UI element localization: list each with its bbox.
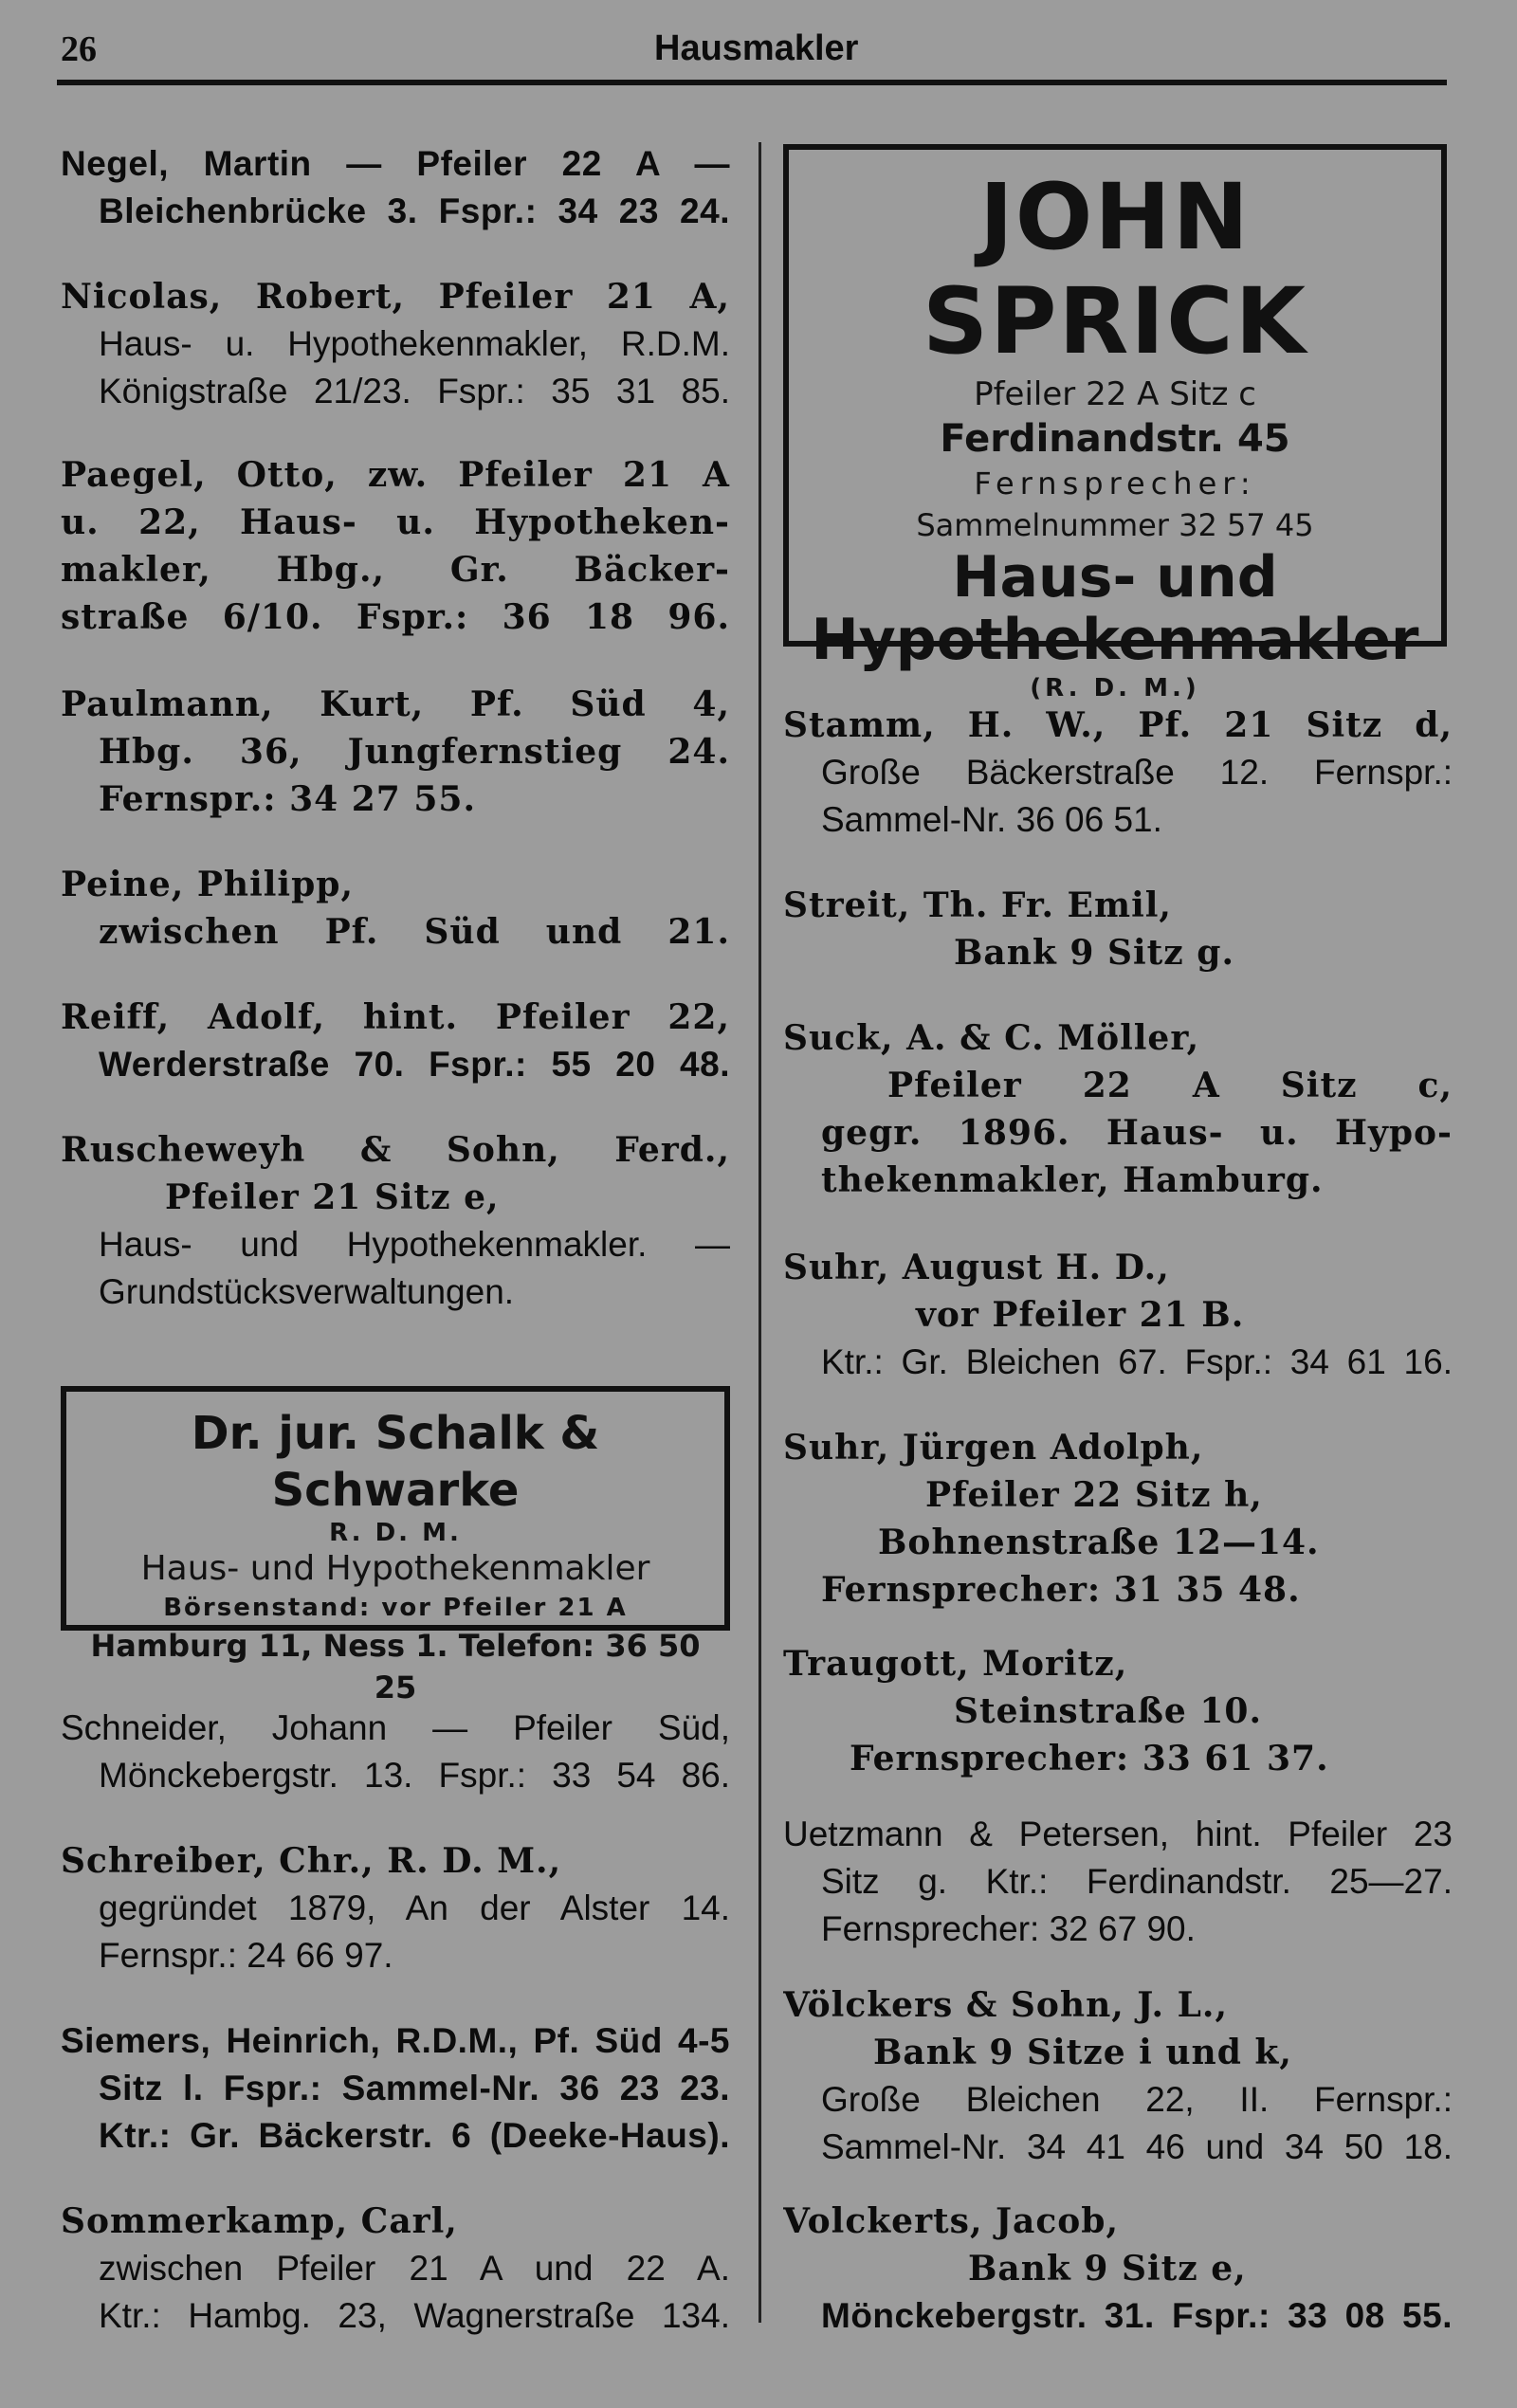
entry-voelckers (783, 1981, 1453, 2171)
entry-line: Sommerkamp, Carl, (61, 2201, 458, 2241)
ad-business-line1: Haus- und (952, 544, 1278, 611)
ad-association: R. D. M. (329, 1519, 462, 1547)
entry-line: Große Bleichen 22, II. Fernspr.: (821, 2080, 1453, 2119)
ad-business-line2: Hypothekenmakler (811, 607, 1419, 673)
entry-line: Sammel-Nr. 34 41 46 und 34 50 18. (821, 2127, 1453, 2166)
ad-company-name: Dr. jur. Schalk & Schwarke (191, 1407, 600, 1517)
entry-line: Hbg. 36, Jungfernstieg 24. (99, 732, 730, 772)
entry-ruscheweyh (61, 1126, 730, 1316)
entry-negel (61, 140, 730, 235)
entry-line: Fernsprecher: 33 61 37. (850, 1739, 1329, 1779)
entry-line: Bleichenbrücke 3. Fspr.: 34 23 24. (99, 192, 730, 230)
entry-line: Mönckebergstr. 31. Fspr.: 33 08 55. (821, 2296, 1453, 2335)
entry-line: Ktr.: Gr. Bäckerstr. 6 (Deeke-Haus). (99, 2116, 730, 2155)
entry-suhr-juergen (783, 1424, 1453, 1614)
entry-suhr-august (783, 1244, 1453, 1386)
entry-uetzmann (783, 1811, 1453, 1953)
entry-line: u. 22, Haus- u. Hypotheken- (61, 502, 730, 542)
entry-line: Völckers & Sohn, J. L., (783, 1985, 1228, 2025)
entry-line: gegr. 1896. Haus- u. Hypo- (821, 1113, 1453, 1153)
entry-stamm (783, 702, 1453, 844)
entry-streit (783, 882, 1453, 976)
entry-line: zwischen Pfeiler 21 A und 22 A. (99, 2249, 730, 2288)
entry-line: Steinstraße 10. (954, 1691, 1262, 1731)
ad-stand: Börsenstand: vor Pfeiler 21 A (163, 1594, 628, 1622)
entry-line: Haus- und Hypothekenmakler. — (99, 1225, 730, 1264)
entry-line: Bank 9 Sitz g. (954, 933, 1234, 973)
entry-line: Suhr, August H. D., (783, 1248, 1170, 1287)
entry-reiff (61, 994, 730, 1088)
entry-paegel (61, 451, 730, 641)
entry-line: Traugott, Moritz, (783, 1644, 1128, 1684)
entry-line: Sitz g. Ktr.: Ferdinandstr. 25—27. (821, 1862, 1453, 1901)
entry-volckerts (783, 2198, 1453, 2340)
ad-association: (R. D. M.) (1030, 674, 1200, 702)
entry-line: Pfeiler 22 A Sitz c, (887, 1066, 1453, 1105)
entry-line: Siemers, Heinrich, R.D.M., Pf. Süd 4-5 (61, 2021, 730, 2060)
entry-paulmann (61, 681, 730, 823)
entry-line: Bohnenstraße 12—14. (878, 1523, 1320, 1562)
entry-line: Pfeiler 21 Sitz e, (165, 1177, 500, 1217)
ad-company-name: JOHN SPRICK (923, 164, 1307, 374)
advertisement-john-sprick (783, 144, 1447, 702)
entry-line: Stamm, H. W., Pf. 21 Sitz d, (783, 705, 1453, 745)
entry-line: Sammel-Nr. 36 06 51. (821, 800, 1162, 839)
entry-sommerkamp (61, 2198, 730, 2340)
entry-line: Ruscheweyh & Sohn, Ferd., (61, 1130, 730, 1170)
entry-line: Peine, Philipp, (61, 865, 354, 904)
entry-schreiber (61, 1837, 730, 1979)
entry-line: Schreiber, Chr., R. D. M., (61, 1841, 562, 1881)
page-title: Hausmakler (654, 28, 859, 68)
page-number: 26 (61, 29, 97, 69)
ad-phone: Sammelnummer 32 57 45 (916, 507, 1314, 543)
entry-line: Mönckebergstr. 13. Fspr.: 33 54 86. (99, 1756, 730, 1795)
entry-line: Negel, Martin — Pfeiler 22 A — (61, 144, 730, 183)
entry-line: Ktr.: Hambg. 23, Wagnerstraße 134. (99, 2296, 730, 2335)
entry-line: Reiff, Adolf, hint. Pfeiler 22, (61, 997, 730, 1037)
entry-line: Suhr, Jürgen Adolph, (783, 1428, 1204, 1468)
entry-line: Große Bäckerstraße 12. Fernspr.: (821, 753, 1453, 792)
ad-address: Ferdinandstr. 45 (940, 417, 1290, 461)
entry-line: Suck, A. & C. Möller, (783, 1018, 1200, 1058)
advertisement-schalk-schwarke (61, 1386, 730, 1706)
entry-line: Pfeiler 22 Sitz h, (925, 1475, 1263, 1515)
ad-location: Pfeiler 22 A Sitz c (974, 375, 1256, 413)
entry-line: Fernspr.: 24 66 97. (99, 1936, 393, 1975)
entry-line: Nicolas, Robert, Pfeiler 21 A, (61, 277, 730, 317)
entry-line: Bank 9 Sitze i und k, (873, 2033, 1292, 2072)
entry-line: Sitz l. Fspr.: Sammel-Nr. 36 23 23. (99, 2069, 730, 2107)
entry-line: Fernsprecher: 32 67 90. (821, 1909, 1196, 1948)
entry-line: Paegel, Otto, zw. Pfeiler 21 A (61, 455, 730, 495)
entry-line: zwischen Pf. Süd und 21. (99, 912, 730, 952)
entry-traugott (783, 1640, 1453, 1782)
entry-line: Ktr.: Gr. Bleichen 67. Fspr.: 34 61 16. (821, 1342, 1453, 1381)
ad-contact: Hamburg 11, Ness 1. Telefon: 36 50 25 (90, 1628, 701, 1706)
entry-line: Haus- u. Hypothekenmakler, R.D.M. (99, 324, 730, 363)
entry-peine (61, 861, 730, 956)
entry-line: Schneider, Johann — Pfeiler Süd, (61, 1708, 730, 1747)
ad-phone-label: Fernsprecher: (974, 465, 1256, 502)
ad-business: Haus- und Hypothekenmakler (140, 1549, 650, 1588)
entry-line: thekenmakler, Hamburg. (821, 1160, 1324, 1200)
entry-line: Bank 9 Sitz e, (968, 2249, 1247, 2289)
entry-line: Uetzmann & Petersen, hint. Pfeiler 23 (783, 1815, 1453, 1853)
entry-nicolas (61, 273, 730, 415)
entry-suck (783, 1014, 1453, 1204)
entry-schneider (61, 1705, 730, 1799)
entry-line: vor Pfeiler 21 B. (916, 1295, 1245, 1335)
entry-line: Fernspr.: 34 27 55. (99, 779, 476, 819)
entry-line: Fernsprecher: 31 35 48. (821, 1570, 1301, 1610)
entry-line: Paulmann, Kurt, Pf. Süd 4, (61, 684, 730, 724)
entry-line: Streit, Th. Fr. Emil, (783, 885, 1172, 925)
entry-line: Volckerts, Jacob, (783, 2201, 1120, 2241)
entry-line: Königstraße 21/23. Fspr.: 35 31 85. (99, 372, 730, 410)
header-rule (57, 80, 1447, 85)
entry-line: straße 6/10. Fspr.: 36 18 96. (61, 597, 730, 637)
entry-line: gegründet 1879, An der Alster 14. (99, 1888, 730, 1927)
entry-line: Werderstraße 70. Fspr.: 55 20 48. (99, 1045, 730, 1084)
entry-siemers (61, 2017, 730, 2160)
entry-line: makler, Hbg., Gr. Bäcker- (61, 550, 730, 590)
entry-line: Grundstücksverwaltungen. (99, 1272, 515, 1311)
column-divider (758, 142, 761, 2323)
